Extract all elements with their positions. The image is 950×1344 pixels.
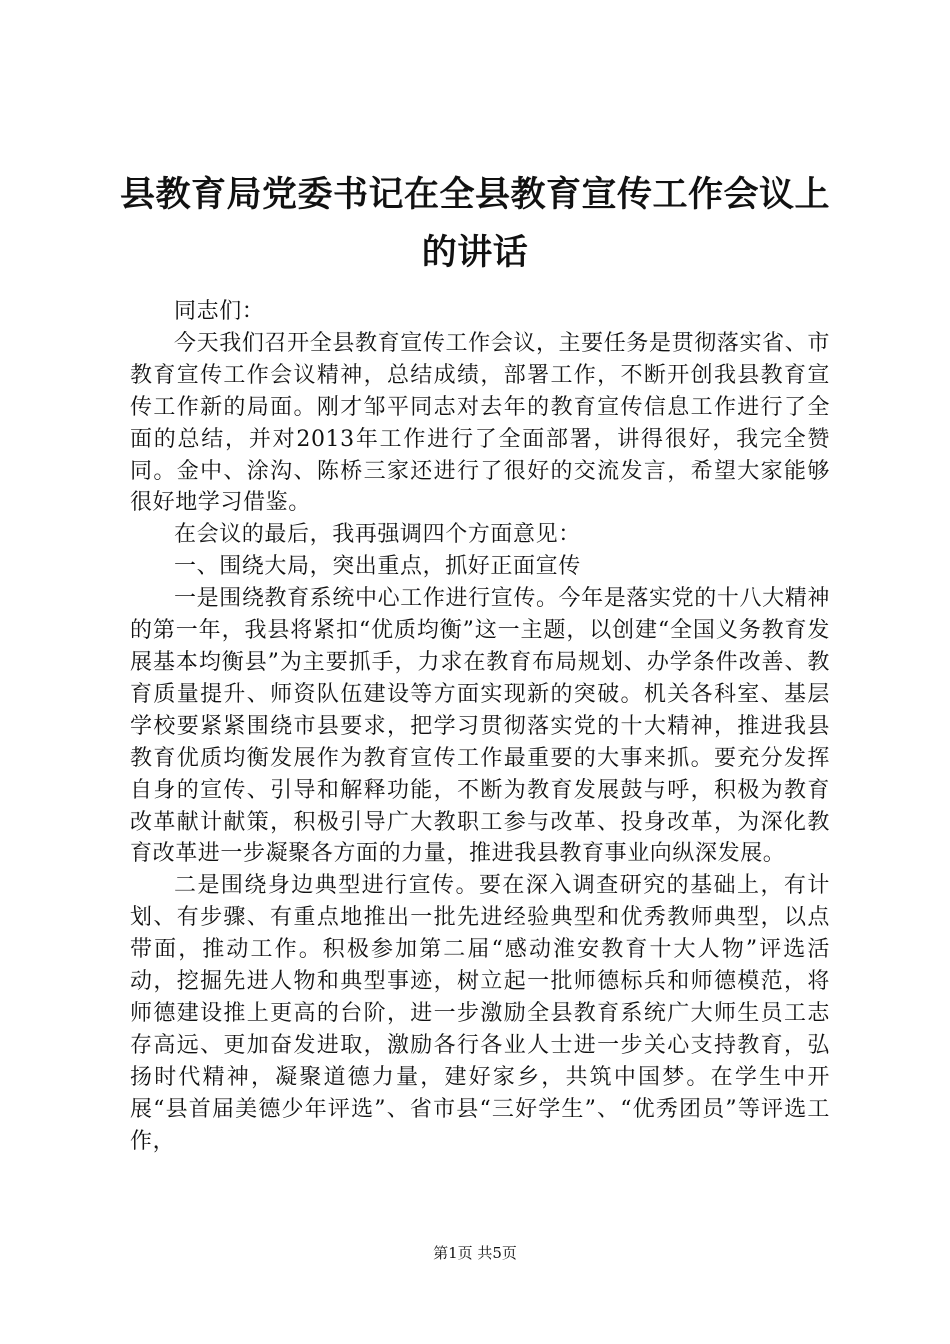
transition-paragraph: 在会议的最后，我再强调四个方面意见： [174, 522, 581, 548]
salutation-paragraph: 同志们： [174, 299, 265, 324]
document-title: 县教育局党委书记在全县教育宣传工作会议上的讲话 [120, 175, 831, 273]
section-heading: 一、围绕大局，突出重点，抓好正面宣传 [174, 554, 581, 580]
page-footer: 第1页 共5页 [433, 1244, 517, 1262]
body-paragraph: 二是围绕身边典型进行宣传。要在深入调查研究的基础上，有计划、有步骤、有重点地推出一批先进经验典型和优秀教师典型，以点带面，推动工作。积极参加第二届“感动淮安教育十大人物”评选活动，挖掘先进人物和典型事迹，树立起一批师德标兵和师德模范，将师德建设推上更高的台阶，进一步激励全县教育系统广大师生员工志存高远、更加奋发进取，激励各行各业人士进一步关心支持教育，弘扬时代精神，凝聚道德力量，建好家乡，共筑中国梦。在学生中开展“县首届美德少年评选”、省市县“三好学生”、“优秀团员”等评选工作， [130, 873, 830, 1154]
body-paragraph: 一是围绕教育系统中心工作进行宣传。今年是落实党的十八大精神的第一年，我县将紧扣“优质均衡”这一主题，以创建“全国义务教育发展基本均衡县”为主要抓手，力求在教育布局规划、办学条件改善、教育质量提升、师资队伍建设等方面实现新的突破。机关各科室、基层学校要紧紧围绕市县要求，把学习贯彻落实党的十大精神，推进我县教育优质均衡发展作为教育宣传工作最重要的大事来抓。要充分发挥自身的宣传、引导和解释功能，不断为教育发展鼓与呼，积极为教育改革献计献策，积极引导广大教职工参与改革、投身改革，为深化教育改革进一步凝聚各方面的力量，推进我县教育事业向纵深发展。 [130, 586, 830, 867]
document-body [130, 296, 830, 1157]
intro-paragraph: 今天我们召开全县教育宣传工作会议，主要任务是贯彻落实省、市教育宣传工作会议精神，总结成绩，部署工作，不断开创我县教育宣传工作新的局面。刚才邹平同志对去年的教育宣传信息工作进行了全面的总结，并对2013年工作进行了全面部署，讲得很好，我完全赞同。金中、涂沟、陈桥三家还进行了很好的交流发言，希望大家能够很好地学习借鉴。 [130, 330, 830, 516]
